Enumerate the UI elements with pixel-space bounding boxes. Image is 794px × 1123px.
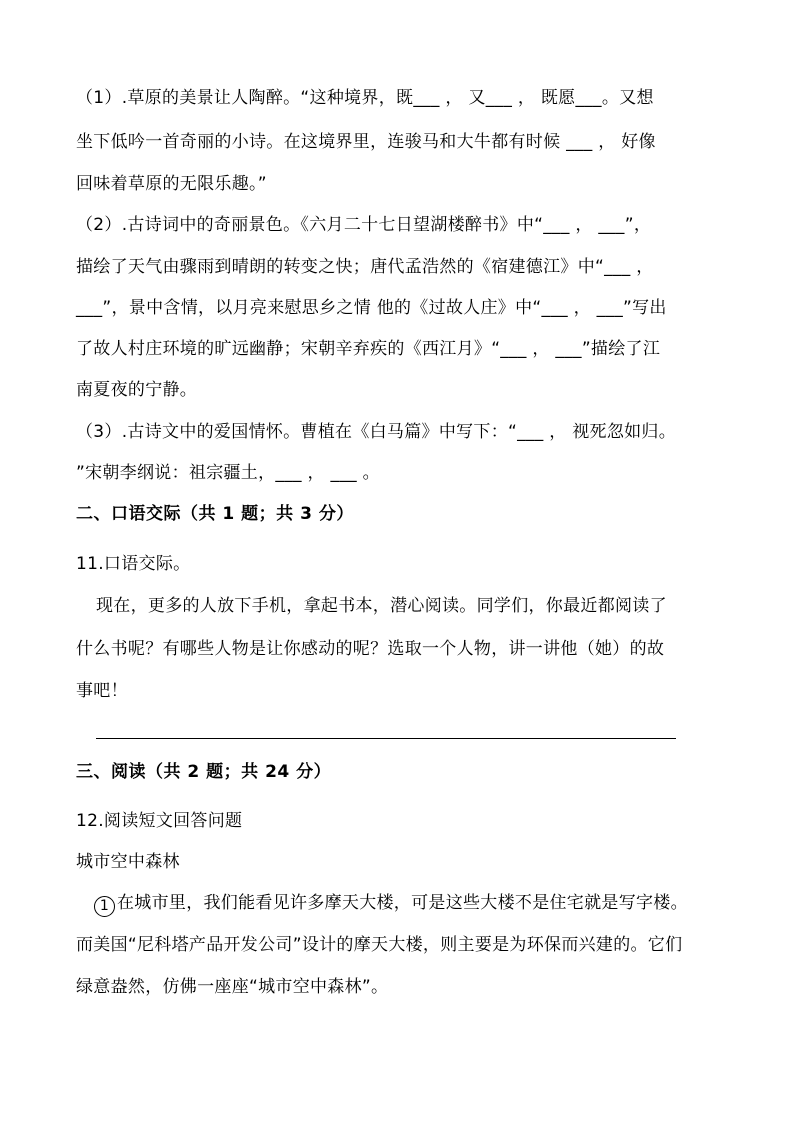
q10-part3-line2: ”宋朝李纲说：祖宗疆土，___ ， ___ 。 (76, 463, 380, 483)
answer-line (96, 738, 676, 739)
q10-part1-line3: 回味着草原的无限乐趣。” (76, 174, 267, 194)
q11-title: 11.口语交际。 (76, 554, 191, 574)
q10-part2-line2: 描绘了天气由骤雨到晴朗的转变之快；唐代孟浩然的《宿建德江》中“___ ， (76, 257, 654, 277)
paragraph-number-1: 1 (94, 896, 115, 917)
section3-heading: 三、阅读（共 2 题；共 24 分） (76, 762, 332, 782)
q10-part1-line2: 坐下低吟一首奇丽的小诗。在这境界里，连骏马和大牛都有时候 ___ ， 好像 (76, 132, 656, 152)
q10-part2-line1: （2）.古诗词中的奇丽景色。《六月二十七日望湖楼醉书》中“___ ， ___”， (76, 215, 652, 235)
q11-body-line1: 现在，更多的人放下手机，拿起书本，潜心阅读。同学们，你最近都阅读了 (96, 596, 667, 616)
article-para1-line2: 而美国“尼科塔产品开发公司”设计的摩天大楼，则主要是为环保而兴建的。它们 (76, 935, 683, 955)
q11-body-line2: 什么书呢？有哪些人物是让你感动的呢？选取一个人物，讲一讲他（她）的故 (76, 639, 665, 659)
q10-part2-line5: 南夏夜的宁静。 (76, 380, 198, 400)
q10-part1-line1: （1）.草原的美景让人陶醉。“这种境界，既___ ， 又___ ， 既愿___。又想 (76, 88, 654, 108)
q10-part2-line3: ___”，景中含情，以月亮来慰思乡之情 他的《过故人庄》中“___ ， ___”写出 (76, 298, 667, 318)
article-para1-text: 在城市里，我们能看见许多摩天大楼，可是这些大楼不是住宅就是写字楼。 (117, 893, 688, 913)
q12-title: 12.阅读短文回答问题 (76, 811, 243, 831)
article-para1-line3: 绿意盎然，仿佛一座座“城市空中森林”。 (76, 977, 389, 997)
section2-heading: 二、口语交际（共 1 题；共 3 分） (76, 504, 354, 524)
article-title: 城市空中森林 (76, 852, 180, 872)
q10-part3-line1: （3）.古诗文中的爱国情怀。曹植在《白马篇》中写下：“___ ， 视死忽如归。 (76, 422, 677, 442)
q10-part2-line4: 了故人村庄环境的旷远幽静；宋朝辛弃疾的《西江月》“___ ， ___”描绘了江 (76, 339, 661, 359)
article-para1-line1 (94, 892, 688, 917)
q11-body-line3: 事吧！ (76, 681, 128, 701)
